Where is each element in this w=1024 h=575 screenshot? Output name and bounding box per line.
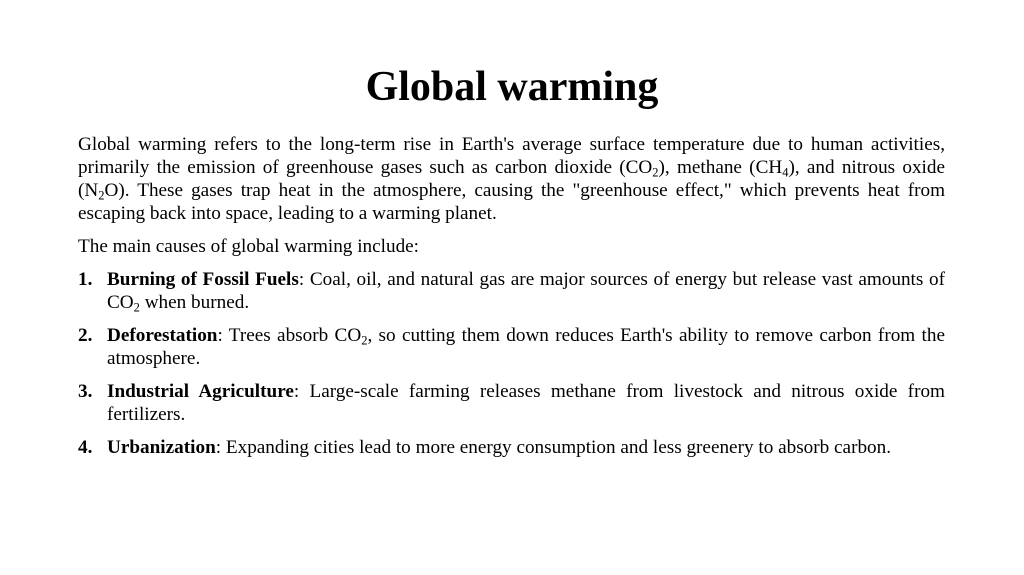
cause-text: : Trees absorb CO bbox=[217, 325, 362, 346]
cause-subscript: 2 bbox=[361, 333, 368, 348]
cause-text-end: , so cutting them down reduces Earth's ability to remove carbon from the atmosphere. bbox=[107, 325, 945, 369]
cause-term: Urbanization bbox=[107, 437, 216, 458]
cause-text-end: when burned. bbox=[139, 292, 250, 313]
list-number: 1. bbox=[78, 269, 93, 290]
causes-list bbox=[78, 268, 945, 459]
cause-text: : Coal, oil, and natural gas are major sources of energy but release vast amounts of CO bbox=[107, 269, 945, 313]
cause-term: Burning of Fossil Fuels bbox=[107, 269, 299, 290]
cause-item-deforestation bbox=[78, 324, 945, 370]
slide-body bbox=[78, 133, 945, 469]
slide-title: Global warming bbox=[365, 64, 659, 110]
intro-subscript-1: 2 bbox=[652, 165, 659, 180]
intro-text-3: ), and nitrous oxide (N bbox=[78, 157, 945, 201]
cause-item-fossil-fuels bbox=[78, 268, 945, 314]
intro-subscript-2: 4 bbox=[782, 165, 789, 180]
causes-intro: The main causes of global warming include: bbox=[78, 236, 420, 257]
list-number: 3. bbox=[78, 381, 93, 402]
list-number: 2. bbox=[78, 325, 93, 346]
cause-subscript: 2 bbox=[133, 300, 140, 315]
intro-paragraph bbox=[78, 133, 945, 225]
cause-text: : Large-scale farming releases methane from livestock and nitrous oxide from fertilizers. bbox=[107, 381, 945, 425]
intro-text-2: ), methane (CH bbox=[658, 157, 783, 178]
intro-text-1: Global warming refers to the long-term rise in Earth's average surface temperature due to human activities, primarily the emission of greenhouse gases such as carbon dioxide (CO bbox=[78, 134, 945, 178]
cause-item-industrial-agriculture bbox=[78, 380, 945, 426]
cause-item-urbanization bbox=[78, 436, 945, 459]
cause-term: Industrial Agriculture bbox=[107, 381, 294, 402]
cause-text: : Expanding cities lead to more energy consumption and less greenery to absorb carbon. bbox=[215, 437, 892, 458]
intro-text-4: O). These gases trap heat in the atmosphere, causing the "greenhouse effect," which prevents heat from escaping back into space, leading to a warming planet. bbox=[78, 180, 945, 224]
cause-term: Deforestation bbox=[107, 325, 218, 346]
list-number: 4. bbox=[78, 437, 93, 458]
intro-subscript-3: 2 bbox=[98, 188, 105, 203]
